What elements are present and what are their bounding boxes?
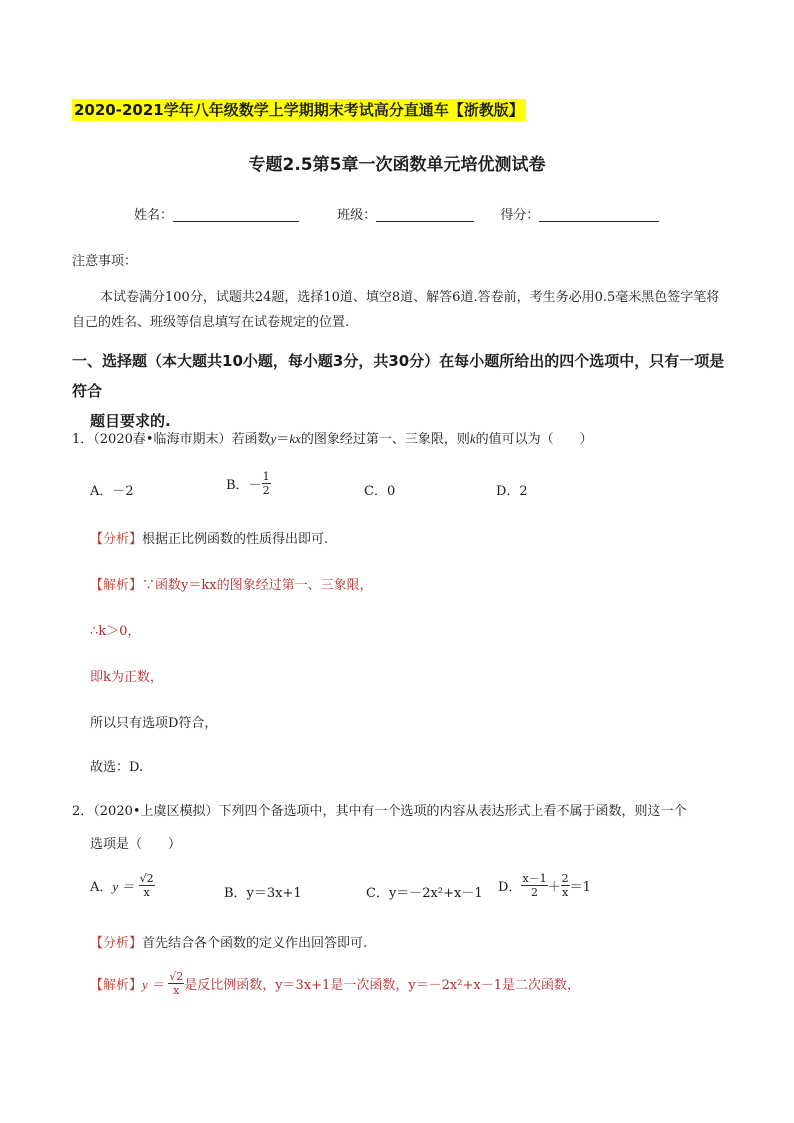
- q1-option-c[interactable]: C．0: [364, 484, 396, 499]
- q1-stem-text-3: 的值可以为（ ）: [475, 432, 593, 447]
- student-info-row: [134, 204, 659, 223]
- q1-options: [90, 470, 690, 506]
- q1-stem: [72, 428, 593, 447]
- q2-options: [90, 870, 710, 910]
- class-field: [337, 204, 474, 223]
- q1-option-b[interactable]: [226, 470, 271, 497]
- q2-option-a-prefix: A．: [90, 880, 113, 895]
- q2-option-d-fraction-2: [561, 872, 570, 899]
- q1-analysis-text: 根据正比例函数的性质得出即可.: [142, 532, 329, 547]
- q1-option-b-num: 1: [262, 470, 270, 483]
- page-title: 专题2.5第5章一次函数单元培优测试卷: [248, 155, 546, 175]
- q2-option-d-prefix: D．: [498, 880, 522, 895]
- q2-option-a-den: x: [143, 886, 150, 899]
- q2-solution-fraction: [168, 970, 184, 997]
- q1-option-b-fraction: [262, 470, 271, 497]
- name-blank[interactable]: [173, 207, 299, 222]
- q1-equals: ＝: [276, 432, 290, 447]
- q1-analysis: [90, 528, 328, 547]
- class-blank[interactable]: [376, 207, 474, 222]
- q2-analysis: [90, 932, 367, 951]
- q1-option-b-den: 2: [262, 484, 270, 497]
- q2-option-c[interactable]: C．y＝－2x²+x－1: [366, 886, 483, 901]
- q1-stem-text: 1．（2020春•临海市期末）若函数: [72, 432, 271, 447]
- q1-solution-line2: ∴k＞0，: [90, 624, 141, 639]
- q2-solution-den: x: [173, 984, 180, 997]
- q1-solution-line5: 故选：D.: [90, 760, 144, 775]
- q2-option-d-fraction-1: [521, 872, 547, 899]
- section-heading-line2: 题目要求的.: [90, 412, 171, 430]
- q1-solution-line1: [90, 574, 373, 593]
- q1-solution-tag: 【解析】: [90, 578, 143, 593]
- q2-solution-lhs: y ＝: [142, 977, 165, 992]
- q1-option-b-prefix: B．－: [226, 478, 262, 493]
- q2-option-a-fraction: [139, 872, 155, 899]
- q1-solution-line4: 所以只有选项D符合，: [90, 716, 218, 731]
- q1-stem-text-2: 的图象经过第一、三象限，则: [300, 432, 470, 447]
- q1-option-a[interactable]: A．－2: [90, 484, 134, 499]
- q1-var-k: k: [469, 431, 476, 446]
- q2-option-d[interactable]: [498, 872, 591, 899]
- score-label: 得分：: [500, 208, 540, 223]
- q2-option-a-num: √2: [139, 872, 154, 885]
- series-banner: 2020-2021学年八年级数学上学期期末考试高分直通车【浙教版】: [74, 101, 524, 119]
- q2-option-d-f1-den: 2: [531, 886, 539, 899]
- q2-solution-tag: 【解析】: [90, 978, 143, 993]
- q2-option-a[interactable]: [90, 872, 155, 899]
- section-heading-line1: 一、选择题（本大题共10小题，每小题3分，共30分）在每小题所给出的四个选项中，只有一项是符合: [72, 352, 725, 400]
- score-field: [500, 204, 659, 223]
- q2-option-d-plus: ＋: [547, 880, 561, 895]
- notice-body: 本试卷满分100分，试题共24题，选择10道、填空8道、解答6道.答卷前，考生务必用0.5毫米黑色签字笔将自己的姓名、班级等信息填写在试卷规定的位置.: [72, 290, 720, 330]
- q2-solution-line1: [90, 970, 580, 997]
- q1-option-d[interactable]: D．2: [496, 484, 528, 499]
- q2-option-d-f1-num: x－1: [522, 872, 547, 885]
- name-label: 姓名：: [134, 208, 174, 223]
- q2-stem-line1: 2．（2020•上虞区模拟）下列四个备选项中，其中有一个选项的内容从表达形式上看不属于函数，则这一个: [72, 804, 687, 819]
- q1-solution-text-1: ∵函数y＝kx的图象经过第一、三象限，: [142, 578, 373, 593]
- q2-option-d-f2-den: x: [562, 886, 569, 899]
- q1-var-y: y: [270, 431, 277, 446]
- q2-option-d-f2-num: 2: [561, 872, 569, 885]
- q1-solution-line3: 即k为正数，: [90, 670, 163, 685]
- section-heading: [72, 346, 732, 436]
- q1-var-kx: kx: [289, 431, 301, 446]
- q2-option-d-rhs: ＝1: [569, 880, 591, 895]
- q2-stem-line2: 选项是（ ）: [90, 837, 182, 852]
- class-label: 班级：: [337, 208, 377, 223]
- notice-heading: 注意事项：: [72, 254, 138, 269]
- q2-option-b[interactable]: B．y＝3x+1: [224, 886, 302, 901]
- q2-analysis-text: 首先结合各个函数的定义作出回答即可.: [142, 936, 368, 951]
- q2-solution-text: 是反比例函数，y＝3x+1是一次函数，y＝－2x²+x－1是二次函数，: [184, 978, 580, 993]
- q2-option-a-lhs: y ＝: [112, 879, 135, 894]
- score-blank[interactable]: [539, 207, 659, 222]
- q2-analysis-tag: 【分析】: [90, 936, 143, 951]
- name-field: [134, 204, 299, 223]
- q2-solution-num: √2: [169, 970, 184, 983]
- q1-analysis-tag: 【分析】: [90, 532, 143, 547]
